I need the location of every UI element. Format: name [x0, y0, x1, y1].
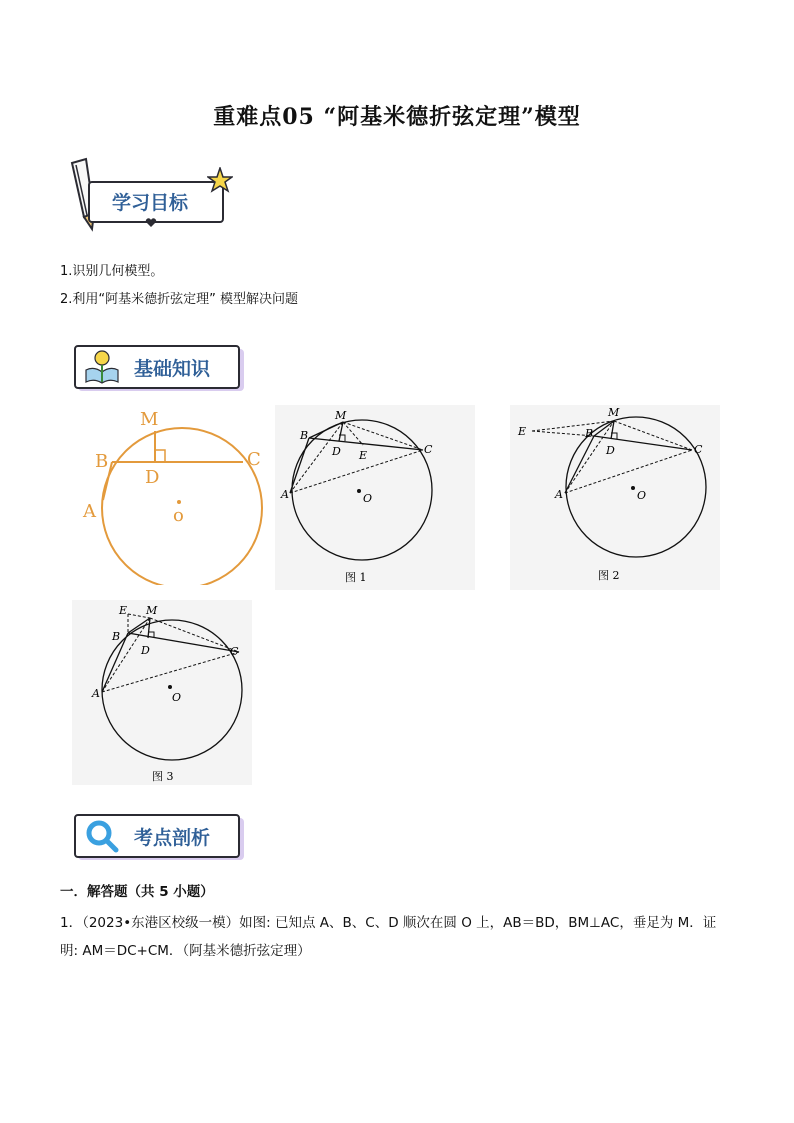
fig2-label-A: A: [555, 488, 563, 501]
hand-drawn-figure: [75, 405, 275, 585]
fig1-label-B: B: [300, 429, 309, 442]
fig3-label-O: O: [172, 691, 182, 704]
fig2-caption: 图 2: [598, 569, 620, 582]
hand-label-M: M: [140, 409, 159, 430]
fig3-label-D: D: [141, 644, 150, 657]
figure-3: [72, 600, 252, 785]
magnifier-icon: [84, 818, 120, 854]
fig3-caption: 图 3: [152, 770, 174, 783]
goals-badge-label: 学习目标: [112, 192, 189, 214]
fig2-label-B: B: [585, 427, 594, 440]
fig1-label-M: M: [335, 409, 347, 422]
analysis-badge-label: 考点剖析: [134, 827, 211, 849]
hand-label-C: C: [247, 449, 261, 470]
goals-badge: [60, 155, 240, 235]
page-title: 重难点05 “阿基米德折弦定理”模型: [213, 104, 581, 130]
fig2-label-C: C: [694, 443, 703, 456]
fig3-label-C: C: [230, 645, 239, 658]
fig1-label-D: D: [332, 445, 341, 458]
question-1-line-2: 明: AM＝DC+CM．（阿基米德折弦定理）: [60, 943, 311, 959]
basics-badge: [72, 343, 247, 395]
goal-item-1: 1.识别几何模型。: [60, 264, 164, 279]
hand-label-O: o: [173, 505, 184, 526]
star-icon: [207, 167, 233, 193]
fig1-caption: 图 1: [345, 571, 367, 584]
goal-item-2: 2.利用“阿基米德折弦定理” 模型解决问题: [60, 292, 299, 307]
question-1-line-1: 1．（2023•东港区校级一模）如图: 已知点 A、B、C、D 顺次在圆 O 上，AB＝BD，BM⊥AC，垂足为 M．证: [60, 915, 717, 931]
book-bulb-icon: [82, 348, 122, 386]
basics-badge-label: 基础知识: [134, 358, 211, 380]
questions-heading: 一．解答题（共 5 小题）: [60, 884, 214, 900]
hand-label-B: B: [95, 451, 109, 472]
fig1-label-O: O: [363, 492, 373, 505]
fig3-label-B: B: [112, 630, 121, 643]
fig1-label-E: E: [359, 449, 368, 462]
fig3-label-M: M: [146, 604, 158, 617]
fig2-label-E: E: [518, 425, 527, 438]
heart-icon: [145, 218, 157, 228]
fig2-label-D: D: [606, 444, 615, 457]
fig2-label-O: O: [637, 489, 647, 502]
analysis-badge: [72, 812, 247, 864]
figure-2: [510, 405, 720, 590]
fig3-label-A: A: [92, 687, 100, 700]
figure-1: [275, 405, 475, 590]
fig1-label-A: A: [281, 488, 289, 501]
fig3-label-E: E: [119, 604, 128, 617]
fig1-label-C: C: [424, 443, 433, 456]
hand-label-A: A: [83, 501, 96, 522]
hand-label-D: D: [145, 467, 160, 488]
fig2-label-M: M: [608, 406, 620, 419]
